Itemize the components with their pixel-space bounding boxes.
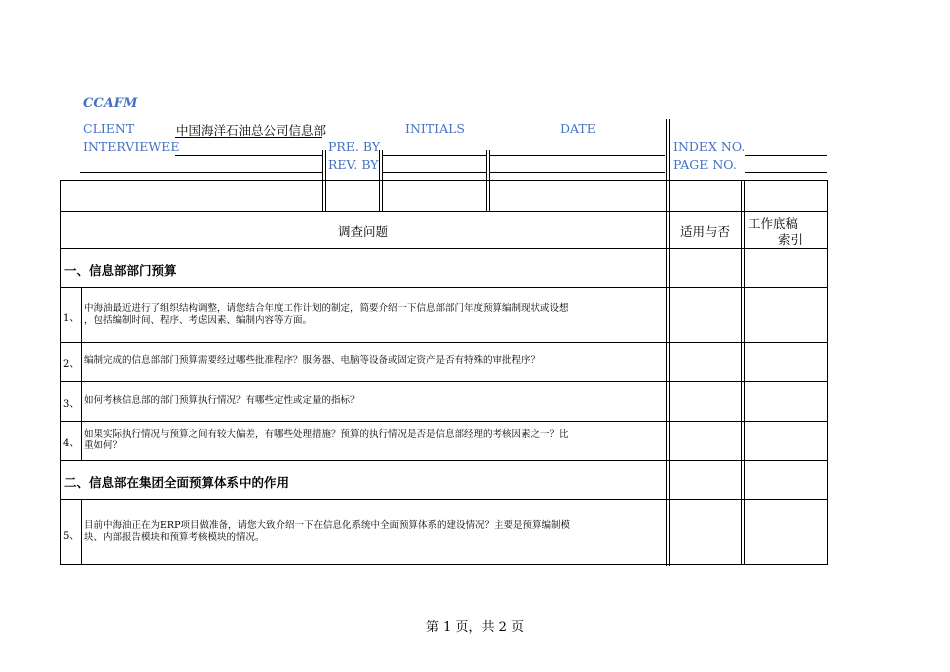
- row-divider: [60, 421, 827, 422]
- divider: [325, 150, 326, 212]
- section-title: 二、信息部在集团全面预算体系中的作用: [64, 475, 290, 490]
- question-text-line2: ，包括编制时间、程序、考虑因素、编制内容等方面。: [84, 315, 313, 326]
- divider: [486, 150, 487, 212]
- interviewee-label: INTERVIEWEE: [83, 139, 180, 154]
- col-applicable-header: 适用与否: [679, 224, 730, 239]
- question-text-line2: 重如何？: [84, 440, 123, 451]
- row-divider: [60, 248, 827, 249]
- row-divider: [60, 381, 827, 382]
- interviewee-underline: [175, 155, 322, 156]
- client-value: 中国海洋石油总公司信息部: [176, 123, 327, 138]
- page-footer: 第 1 页，共 2 页: [425, 620, 525, 635]
- row-divider: [60, 460, 827, 461]
- question-text-line1: 如何考核信息部的部门预算执行情况？有哪些定性或定量的指标？: [84, 395, 360, 406]
- rev-by-label: REV. BY: [328, 157, 379, 172]
- question-number: 4、: [63, 438, 80, 449]
- section-title: 一、信息部部门预算: [64, 263, 177, 278]
- index-no-label: INDEX NO.: [673, 139, 746, 154]
- initials-label: INITIALS: [405, 121, 465, 136]
- ccafm-logo: CCAFM: [83, 96, 138, 111]
- num-col-divider: [81, 499, 82, 564]
- divider: [382, 150, 383, 212]
- row-divider: [60, 499, 827, 500]
- question-text-line1: 目前中海油正在为ERP项目做准备，请您大致介绍一下在信息化系统中全面预算体系的建设情况？主要是预算编制模: [84, 520, 570, 531]
- col-question-header: 调查问题: [337, 224, 388, 239]
- num-col-divider: [81, 287, 82, 460]
- page-no-line: [745, 172, 827, 173]
- divider: [379, 150, 380, 212]
- divider: [322, 150, 323, 212]
- pre-by-date-line: [489, 155, 665, 156]
- question-text-line1: 中海油最近进行了组织结构调整，请您结合年度工作计划的制定，简要介绍一下信息部部门年度预算编制现状或设想: [84, 303, 569, 314]
- pre-by-initials-line: [382, 155, 486, 156]
- client-label: CLIENT: [83, 121, 135, 136]
- header-underline: [80, 172, 322, 173]
- question-text-line2: 块、内部报告模块和预算考核模块的情况。: [84, 532, 265, 543]
- index-no-line: [745, 155, 827, 156]
- row-divider: [60, 211, 827, 212]
- divider: [489, 150, 490, 212]
- table-top-border: [60, 180, 827, 181]
- col-index-header-line2: 索引: [777, 232, 803, 247]
- table-right-border: [827, 180, 828, 565]
- row-divider: [60, 287, 827, 288]
- table-bottom-border: [60, 564, 827, 565]
- question-number: 1、: [63, 313, 80, 324]
- question-number: 2、: [63, 359, 80, 370]
- row-divider: [60, 342, 827, 343]
- client-underline: [175, 137, 322, 138]
- date-label: DATE: [560, 121, 596, 136]
- rev-by-initials-line: [382, 172, 486, 173]
- question-number: 3、: [63, 399, 80, 410]
- question-text-line1: 编制完成的信息部部门预算需要经过哪些批准程序？服务器、电脑等设备或固定资产是否有特殊的审批程序？: [84, 355, 541, 366]
- question-text-line1: 如果实际执行情况与预算之间有较大偏差，有哪些处理措施？预算的执行情况是否是信息部经理的考核因素之一？比: [84, 429, 569, 440]
- question-number: 5、: [63, 531, 80, 542]
- rev-by-date-line: [489, 172, 665, 173]
- divider: [741, 180, 742, 565]
- col-index-header-line1: 工作底稿: [748, 216, 799, 231]
- page-no-label: PAGE NO.: [673, 157, 737, 172]
- pre-by-label: PRE. BY: [328, 139, 381, 154]
